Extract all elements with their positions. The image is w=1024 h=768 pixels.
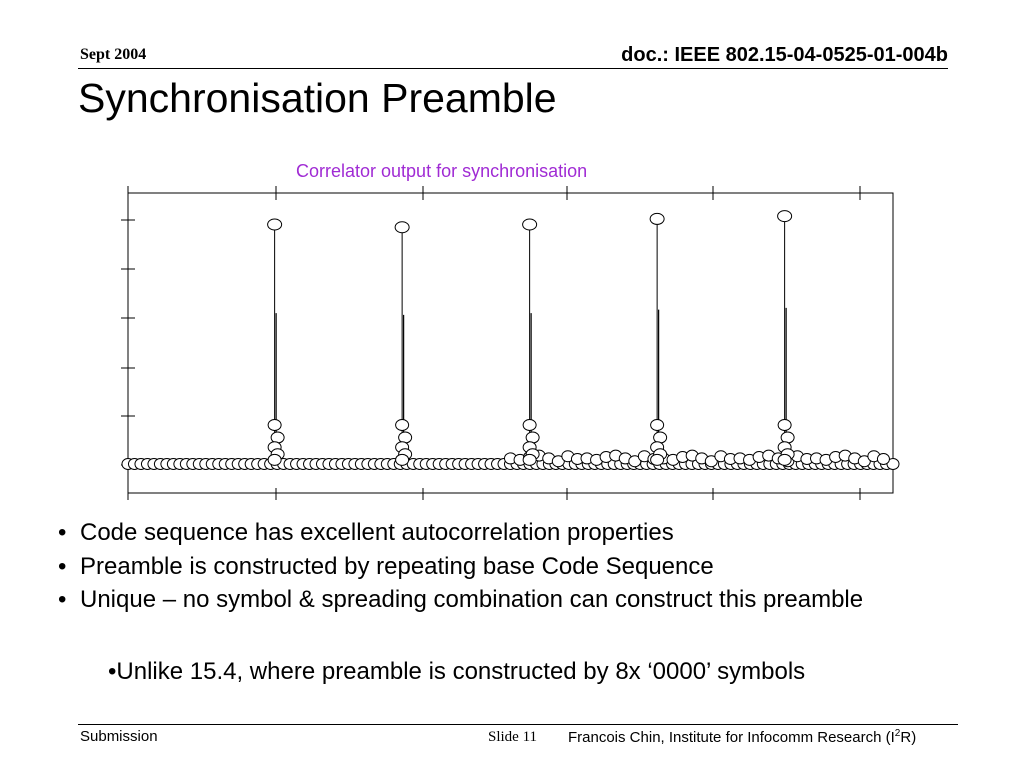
bullet-item: • Unique – no symbol & spreading combination can construct this preamble xyxy=(58,583,938,617)
peak-point xyxy=(778,211,792,222)
peak-neighbour-point xyxy=(781,432,794,443)
peak-point xyxy=(395,222,409,233)
peak-neighbour-point xyxy=(526,432,539,443)
peak-point xyxy=(650,213,664,224)
header-date: Sept 2004 xyxy=(80,46,147,63)
footer-rule xyxy=(78,724,958,725)
peak-neighbour-point xyxy=(778,454,791,465)
peak-neighbour-point xyxy=(778,420,791,431)
bullet-item: • Preamble is constructed by repeating base Code Sequence xyxy=(58,550,938,584)
peak-neighbour-point xyxy=(399,432,412,443)
peak-neighbour-point xyxy=(523,420,536,431)
peak-neighbour-point xyxy=(396,454,409,465)
chart-title: Correlator output for synchronisation xyxy=(296,161,588,181)
peak-neighbour-point xyxy=(651,454,664,465)
peak-neighbour-point xyxy=(396,420,409,431)
header-doc-id: doc.: IEEE 802.15-04-0525-01-004b xyxy=(621,44,948,66)
chart-marks xyxy=(122,211,899,470)
footer-author-text: Francois Chin, Institute for Infocomm Research (I xyxy=(568,729,895,746)
peak-neighbour-point xyxy=(654,432,667,443)
peak-neighbour-point xyxy=(271,432,284,443)
peak-neighbour-point xyxy=(268,420,281,431)
bullet-list xyxy=(58,516,938,617)
footer-submission: Submission xyxy=(80,728,158,745)
peak-neighbour-point xyxy=(651,420,664,431)
peak-point xyxy=(268,219,282,230)
footer-author xyxy=(568,728,916,746)
peak-neighbour-point xyxy=(268,454,281,465)
peak-neighbour-point xyxy=(523,454,536,465)
slide-title: Synchronisation Preamble xyxy=(78,75,557,121)
sub-bullet: •Unlike 15.4, where preamble is constructed by 8x ‘0000’ symbols xyxy=(108,658,806,685)
sidelobe-point xyxy=(877,453,889,464)
peak-point xyxy=(523,219,537,230)
bullet-item: • Code sequence has excellent autocorrelation properties xyxy=(58,516,938,550)
footer-author-sup: 2 xyxy=(894,728,901,739)
footer-slide-number: Slide 11 xyxy=(488,729,538,745)
footer-author-tail: R) xyxy=(900,729,917,746)
